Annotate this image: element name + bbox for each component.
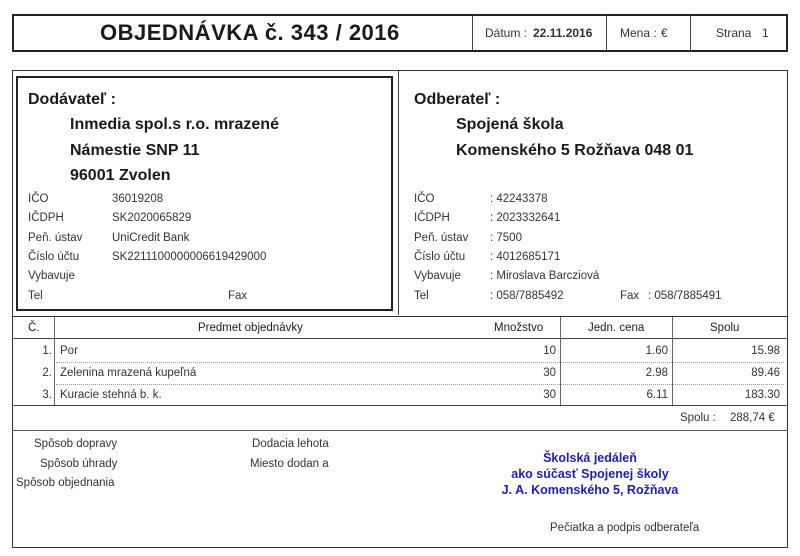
supplier-account-label: Číslo účtu [28,251,80,263]
row-total: 183.30 [744,389,780,401]
transport-label: Spôsob dopravy [34,438,118,450]
header-divider [690,15,691,51]
customer-ico-label: IČO [414,193,435,205]
customer-icdph-label: IČDPH [414,212,450,224]
customer-fax-label: Fax [620,290,640,302]
customer-fax-value: : 058/7885491 [648,290,722,302]
col-header-qty: Množstvo [494,322,544,334]
supplier-account-value: SK2211100000006619429000 [112,251,267,263]
customer-address: Komenského 5 Rožňava 048 01 [456,142,694,159]
supplier-city: 96001 Zvolen [70,167,171,184]
row-item: Kuracie stehná b. k. [60,389,162,401]
row-number: 1. [42,345,52,357]
customer-tel-label: Tel [414,290,429,302]
table-col-divider [54,317,55,405]
stamp-line: Školská jedáleň [543,451,637,465]
row-total: 89.46 [751,367,780,379]
signature-label: Pečiatka a podpis odberateľa [550,522,700,534]
stamp-line: ako súčasť Spojenej školy [511,467,669,481]
row-item: Por [60,345,78,357]
col-header-unit-price: Jedn. cena [588,322,645,334]
ordering-label: Spôsob objednania [16,477,115,489]
row-number: 3. [42,389,52,401]
row-qty: 30 [543,367,556,379]
supplier-fax-label: Fax [228,290,248,302]
customer-bank-label: Peň. ústav [414,232,469,244]
page-label: Strana [716,26,752,40]
supplier-icdph-label: IČDPH [28,212,64,224]
customer-name: Spojená škola [456,116,564,133]
customer-ico-value: : 42243378 [490,193,548,205]
currency-label: Mena : [620,26,657,40]
supplier-bank-value: UniCredit Bank [112,232,190,244]
row-separator [56,384,784,385]
supplier-tel-label: Tel [28,290,43,302]
supplier-ico-label: IČO [28,193,49,205]
row-total: 15.98 [751,345,780,357]
page-number: 1 [762,26,769,40]
supplier-heading: Dodávateľ : [28,91,116,108]
table-col-divider [560,317,561,405]
delivery-place-label: Miesto dodan a [250,458,329,470]
date-label: Dátum : [485,26,528,40]
date-value: 22.11.2016 [533,26,593,40]
col-header-item: Predmet objednávky [198,322,303,334]
row-unit-price: 6.11 [646,389,668,401]
stamp-line: J. A. Komenského 5, Rožňava [501,483,679,497]
table-col-divider [672,317,673,405]
customer-account-label: Číslo účtu [414,251,466,263]
supplier-contact-label: Vybavuje [28,270,75,282]
delivery-date-label: Dodacia lehota [252,438,329,450]
header-divider [606,15,607,51]
row-number: 2. [42,367,52,379]
customer-contact-label: Vybavuje [414,270,461,282]
page-title: OBJEDNÁVKA č. 343 / 2016 [100,20,400,45]
customer-heading: Odberateľ : [414,91,501,108]
row-item: Zelenina mrazená kupeľná [60,367,197,379]
customer-tel-value: : 058/7885492 [490,290,564,302]
supplier-street: Námestie SNP 11 [70,142,200,159]
customer-icdph-value: : 2023332641 [490,212,561,224]
sum-value: 288,74 € [730,412,775,424]
customer-bank-value: : 7500 [490,232,522,244]
supplier-ico-value: 36019208 [112,193,164,205]
customer-contact-value: : Miroslava Barcziová [490,270,600,282]
payment-label: Spôsob úhrady [40,458,118,470]
row-qty: 10 [543,345,556,357]
supplier-bank-label: Peň. ústav [28,232,83,244]
col-header-total: Spolu [710,322,740,334]
table-bottom-border [12,405,788,406]
col-header-num: Č. [28,322,40,334]
customer-account-value: : 4012685171 [490,251,561,263]
row-unit-price: 1.60 [645,345,668,357]
currency-value: € [661,26,668,40]
row-separator [56,362,784,363]
supplier-icdph-value: SK2020065829 [112,212,192,224]
supplier-name: Inmedia spol.s r.o. mrazené [70,116,279,133]
school-stamp [470,450,710,498]
party-divider [398,71,399,315]
row-unit-price: 2.98 [645,367,668,379]
footer-top-border [12,430,788,431]
sum-label: Spolu : [680,412,716,424]
header-divider [472,15,473,51]
row-qty: 30 [543,389,556,401]
